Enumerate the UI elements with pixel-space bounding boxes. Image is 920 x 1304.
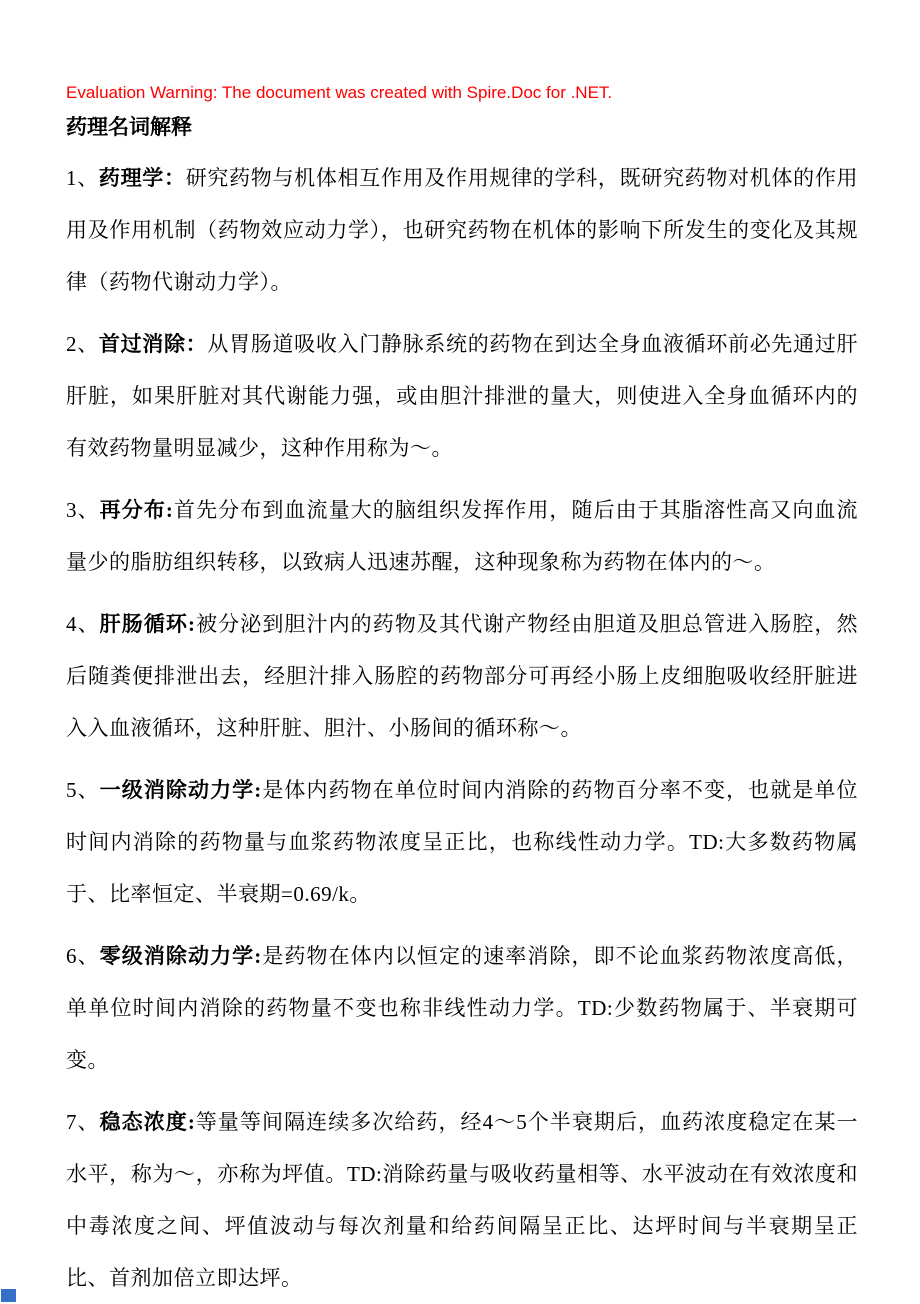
definition-item-7 bbox=[66, 1096, 858, 1304]
item-number: 7、 bbox=[66, 1110, 100, 1134]
evaluation-warning-text: Evaluation Warning: The document was created with Spire.Doc for .NET. bbox=[66, 83, 613, 102]
item-term: 肝肠循环 bbox=[99, 612, 189, 636]
item-number: 5、 bbox=[66, 778, 100, 802]
item-separator: : bbox=[254, 778, 262, 802]
item-separator: : bbox=[254, 944, 262, 968]
item-separator: : bbox=[165, 498, 174, 522]
item-body: 被分泌到胆汁内的药物及其代谢产物经由胆道及胆总管进入肠腔，然后随粪便排泄出去，经胆汁排入肠腔的药物部分可再经小肠上皮细胞吸收经肝脏进入入血液循环，这种肝脏、胆汁、小肠间的循环称～。 bbox=[66, 612, 859, 740]
item-body: 等量等间隔连续多次给药，经4～5个半衰期后，血药浓度稳定在某一水平，称为～，亦称为坪值。TD:消除药量与吸收药量相等、水平波动在有效浓度和中毒浓度之间、坪值波动与每次剂量和给药间隔呈正比、达坪时间与半衰期呈正比、首剂加倍立即达坪。 bbox=[66, 1110, 859, 1290]
item-number: 6、 bbox=[66, 944, 100, 968]
item-number: 4、 bbox=[66, 612, 100, 636]
definition-item-6 bbox=[66, 930, 858, 1086]
item-body: 从胃肠道吸收入门静脉系统的药物在到达全身血液循环前必先通过肝肝脏，如果肝脏对其代谢能力强，或由胆汁排泄的量大，则使进入全身血循环内的有效药物量明显减少，这种作用称为～。 bbox=[66, 332, 859, 460]
item-term: 零级消除动力学 bbox=[99, 944, 255, 968]
definition-item-4 bbox=[66, 598, 858, 754]
item-separator: ： bbox=[185, 332, 208, 356]
item-body: 是体内药物在单位时间内消除的药物百分率不变，也就是单位时间内消除的药物量与血浆药物浓度呈正比，也称线性动力学。TD:大多数药物属于、比率恒定、半衰期=0.69/k。 bbox=[66, 778, 859, 906]
item-term: 再分布 bbox=[99, 498, 166, 522]
item-separator: : bbox=[188, 612, 196, 636]
page-title: 药理名词解释 bbox=[66, 115, 192, 139]
item-separator: ： bbox=[163, 166, 186, 190]
definition-item-1 bbox=[66, 152, 858, 308]
item-term: 稳态浓度 bbox=[99, 1110, 188, 1134]
item-number: 3、 bbox=[66, 498, 100, 522]
item-number: 1、 bbox=[66, 166, 99, 190]
item-body: 是药物在体内以恒定的速率消除，即不论血浆药物浓度高低，单单位时间内消除的药物量不变也称非线性动力学。TD:少数药物属于、半衰期可变。 bbox=[66, 944, 859, 1072]
item-body: 研究药物与机体相互作用及作用规律的学科，既研究药物对机体的作用用及作用机制（药物效应动力学），也研究药物在机体的影响下所发生的变化及其规律（药物代谢动力学）。 bbox=[66, 166, 859, 294]
item-term: 首过消除 bbox=[98, 332, 186, 356]
item-body: 首先分布到血流量大的脑组织发挥作用，随后由于其脂溶性高又向血流量少的脂肪组织转移，以致病人迅速苏醒，这种现象称为药物在体内的～。 bbox=[66, 498, 859, 574]
definition-item-5 bbox=[66, 764, 858, 920]
definition-item-3 bbox=[66, 484, 858, 588]
page-corner-marker bbox=[1, 1289, 16, 1302]
item-number: 2、 bbox=[66, 332, 99, 356]
item-term: 药理学 bbox=[98, 166, 164, 190]
item-separator: : bbox=[187, 1110, 196, 1134]
item-term: 一级消除动力学 bbox=[99, 778, 255, 802]
definition-item-2 bbox=[66, 318, 858, 474]
